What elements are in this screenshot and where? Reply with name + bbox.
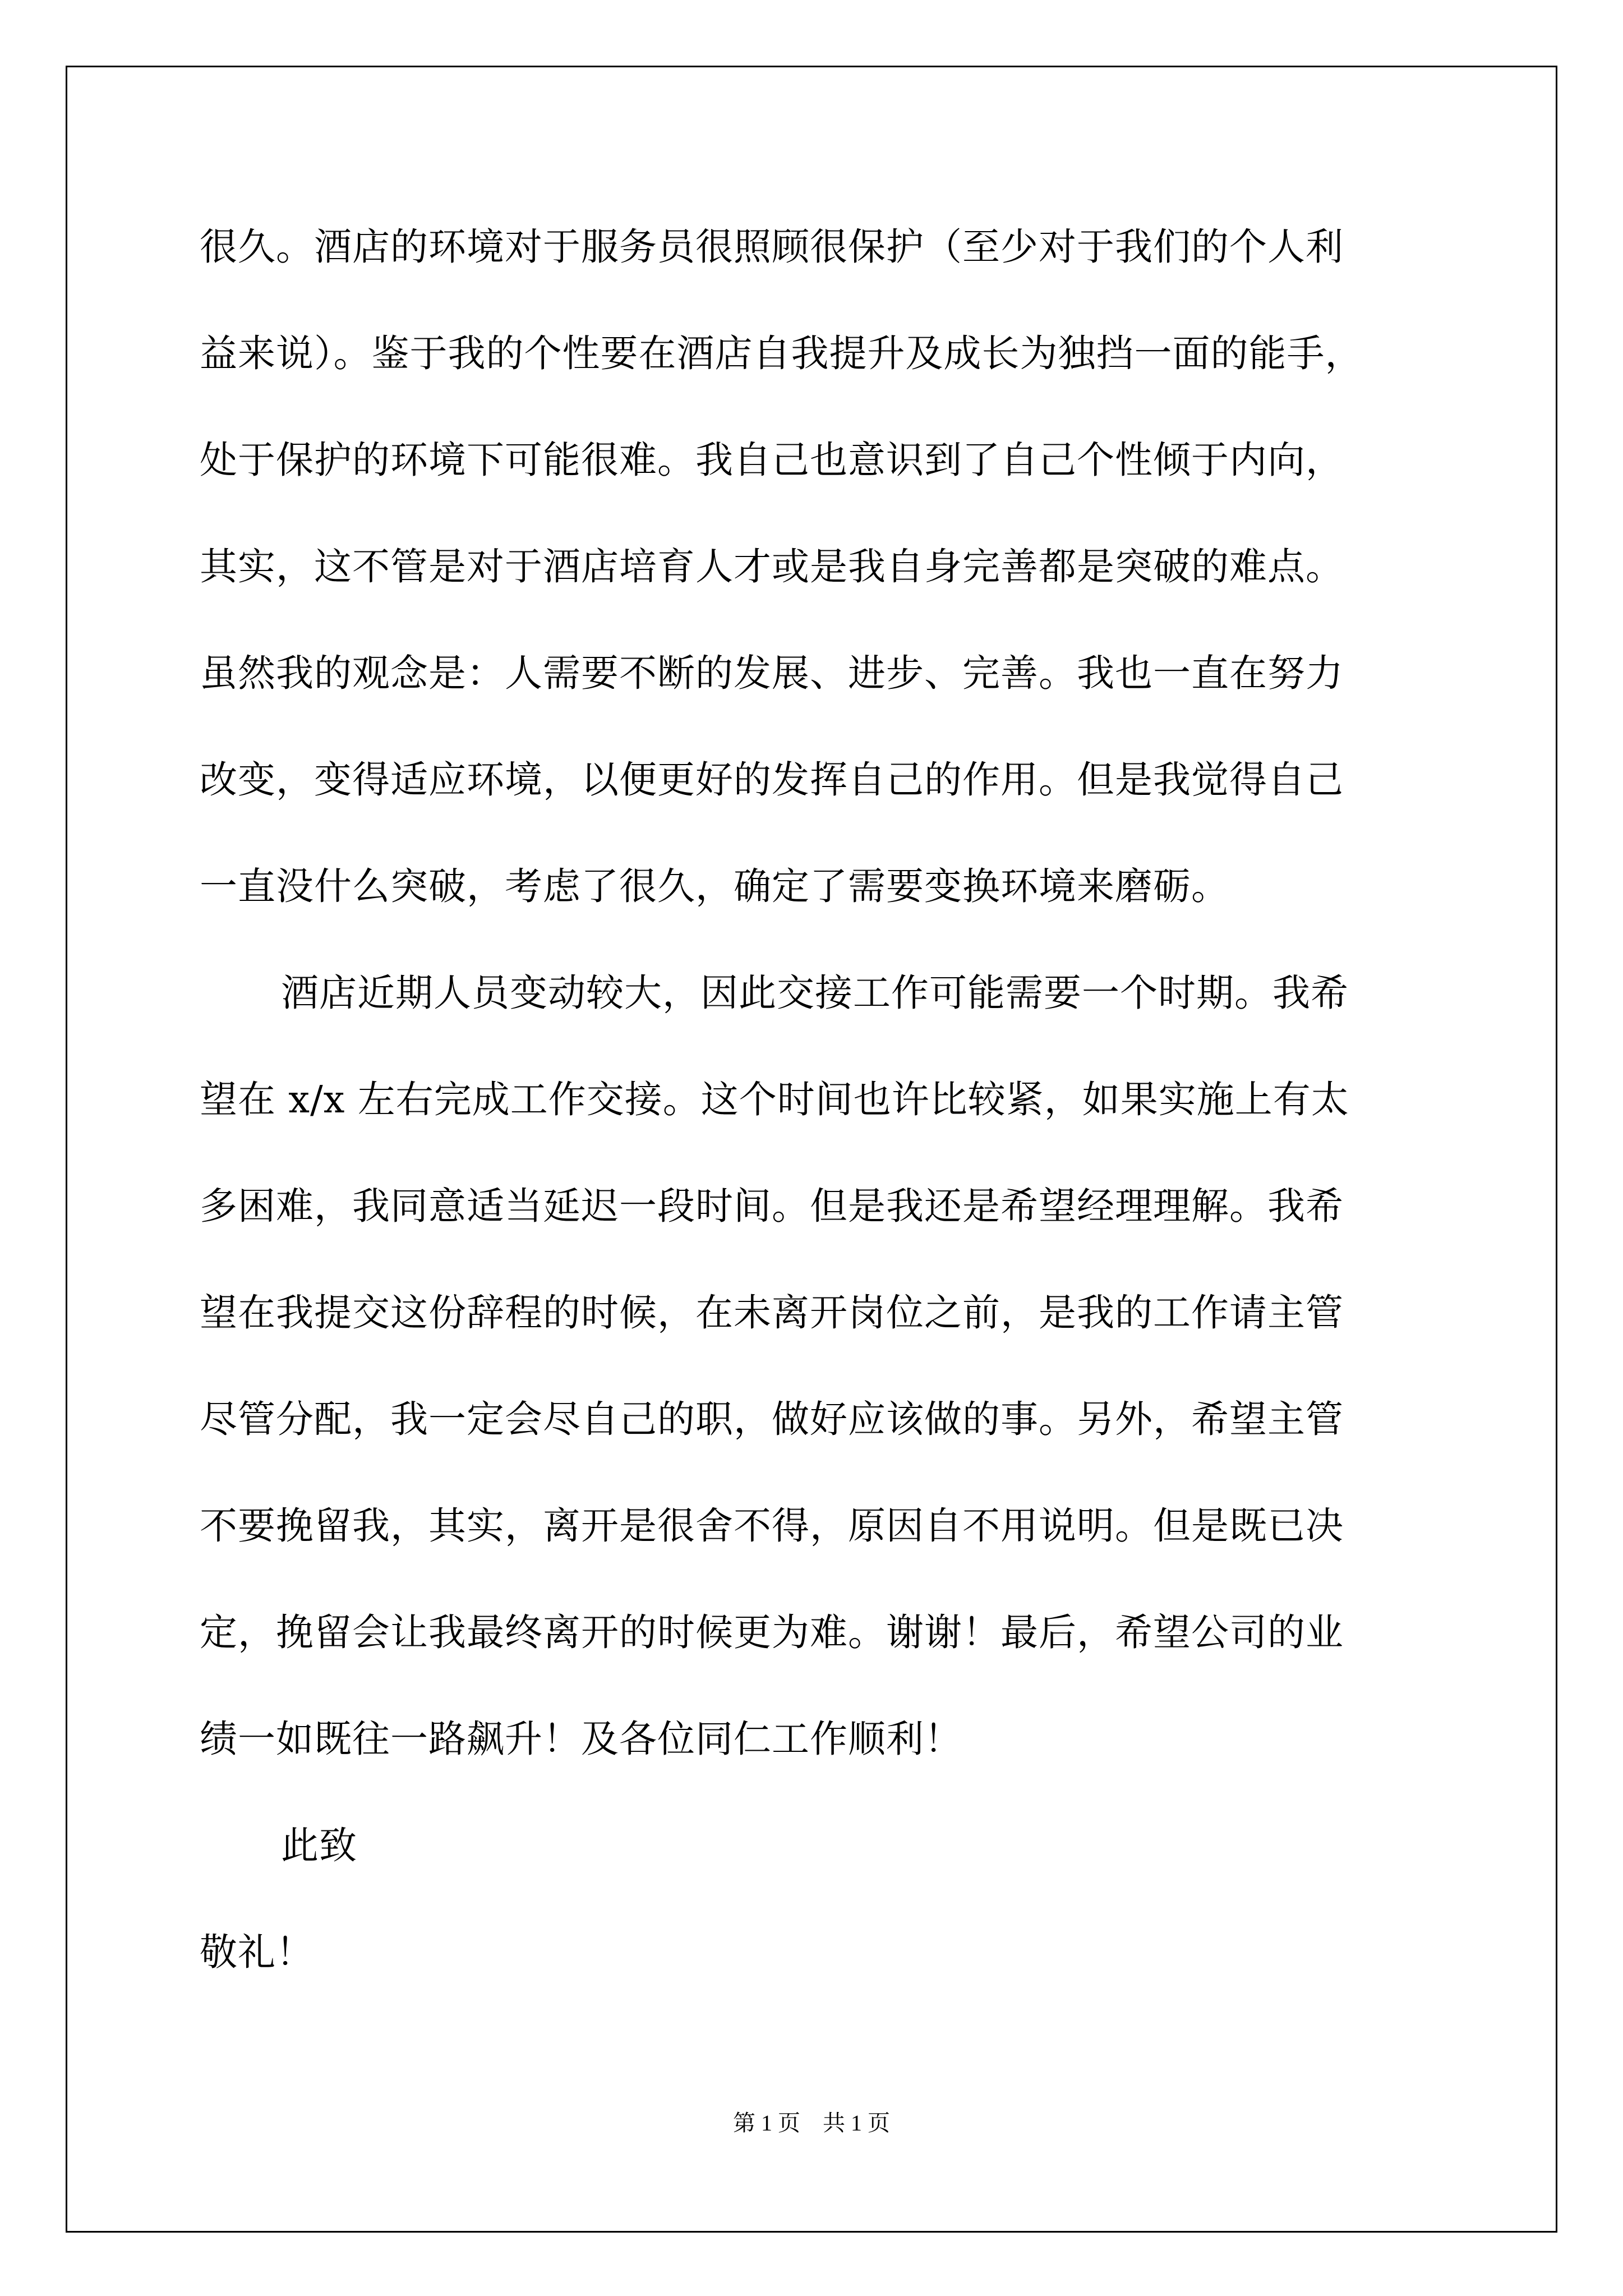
body-line: 多困难，我同意适当延迟一段时间。但是我还是希望经理理解。我希 [200, 1184, 1344, 1228]
page-border [66, 66, 1557, 2233]
body-line: 望在 x/x 左右完成工作交接。这个时间也许比较紧，如果实施上有太 [200, 1078, 1349, 1121]
body-line: 一直没什么突破，考虑了很久，确定了需要变换环境来磨砺。 [200, 864, 1229, 908]
body-line: 不要挽留我，其实，离开是很舍不得，原因自不用说明。但是既已决 [200, 1504, 1344, 1548]
body-line: 尽管分配，我一定会尽自己的职，做好应该做的事。另外，希望主管 [200, 1397, 1344, 1441]
body-line: 其实，这不管是对于酒店培育人才或是我自身完善都是突破的难点。 [200, 545, 1344, 588]
body-line: 很久。酒店的环境对于服务员很照顾很保护（至少对于我们的个人利 [200, 225, 1344, 269]
paragraph-first-line: 酒店近期人员变动较大，因此交接工作可能需要一个时期。我希 [281, 971, 1349, 1015]
body-line: 绩一如既往一路飙升！及各位同仁工作顺利！ [200, 1717, 962, 1761]
closing-regards: 敬礼！ [200, 1930, 314, 1974]
body-line: 处于保护的环境下可能很难。我自己也意识到了自己个性倾于内向， [200, 438, 1344, 482]
body-line: 改变，变得适应环境，以便更好的发挥自己的作用。但是我觉得自己 [200, 758, 1344, 802]
body-line: 虽然我的观念是：人需要不断的发展、进步、完善。我也一直在努力 [200, 651, 1344, 695]
body-line: 益来说）。鉴于我的个性要在酒店自我提升及成长为独挡一面的能手， [200, 332, 1363, 375]
body-line: 定，挽留会让我最终离开的时候更为难。谢谢！最后，希望公司的业 [200, 1611, 1344, 1654]
page-footer: 第 1 页 共 1 页 [733, 2110, 890, 2136]
body-line: 望在我提交这份辞程的时候，在未离开岗位之前，是我的工作请主管 [200, 1291, 1344, 1335]
closing-salutation: 此致 [281, 1824, 357, 1867]
